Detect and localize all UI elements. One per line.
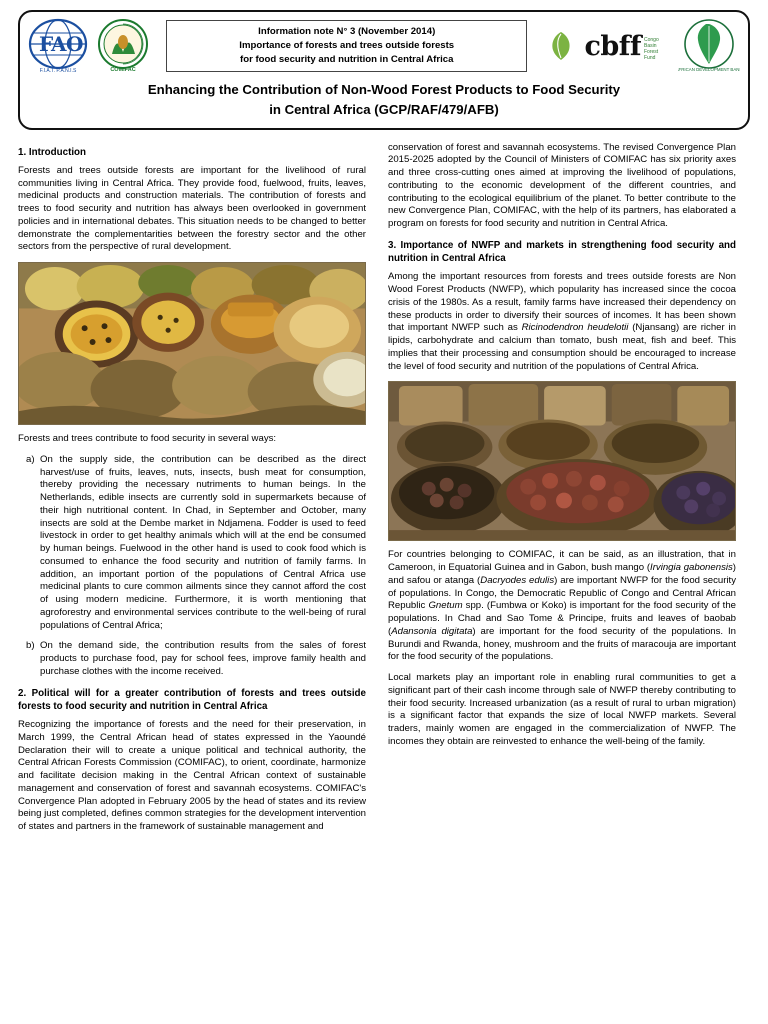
countries-text-5: ) are important for the food security of the populations. In Burundi and Rwanda, honey, mushroom and the fruits of maracouja are important for the food security of the populations. <box>388 625 736 663</box>
left-column <box>18 142 366 842</box>
species-name-ricinodendron: Ricinodendron heudelotii <box>521 322 629 334</box>
svg-text:Basin: Basin <box>644 43 657 49</box>
comifac-logo <box>94 18 152 74</box>
title-line-2: in Central Africa (GCP/RAF/479/AFB) <box>269 101 499 117</box>
convergence-plan-paragraph: conservation of forest and savannah ecosystems. The revised Convergence Plan 2015-2025 adopted by the Council of Ministers of COMIFAC has six priority axes and three cross-cutting ones aimed at improving the livelihood of populations, contributing to the economic development of the different countries, and contributing to the ecological equilibrium of the planet. To better contribute to the new Convergence Plan, COMIFAC, with the help of its partners, has elaborated a program on forests for food security and nutrition in Central Africa. <box>388 141 736 230</box>
countries-text-1: For countries belonging to COMIFAC, it can be said, as an illustration, that in Cameroon, in Equatorial Guinea and in Gabon, bush mango ( <box>388 549 736 574</box>
cbff-logo <box>541 29 670 63</box>
fao-logo <box>28 18 88 74</box>
intro-paragraph: Forests and trees outside forests are important for the livelihood of rural communities living in Central Africa. They provide food, fuelwood, fruits, leaves, medicinal products and construction materials. The contribution of forests and trees to food security and nutrition has always been overlooked in government policies and in international debates. This situation needs to be changed to better demonstrate the complementarities between the forestry sector and the other sectors from the perspective of rural development. <box>18 164 366 253</box>
local-markets-paragraph: Local markets play an important role in enabling rural communities to get a significant part of their cash income through sale of NWFP thereby contributing to their food security. Increased urbanization (as a result of rural to urban migration) is a significant factor that expands the size of local NWFP markets. Several traders, mainly women are engaged in the commercialization of NWFP. The incomes they obtain are reinvested to enhance the well-being of the family. <box>388 672 736 747</box>
section-heading-introduction: 1. Introduction <box>18 146 87 158</box>
nwfp-text-1: Among the important resources from forests and trees outside forests are Non Wood Forest Products (NWFP), which popularity has increased since the cocoa crisis of the 1980s. As a result, family farms have increased their dependency on these products in order to diversify their sources of incomes. It has been shown that important NWFP such as <box>388 271 736 334</box>
species-name-gnetum: Gnetum <box>428 600 463 612</box>
nwfp-paragraph <box>388 271 736 373</box>
photo-nwfp-market-baskets <box>388 381 736 541</box>
political-will-paragraph: Recognizing the importance of forests and the need for their preservation, in March 1999, the Central African head of states expressed in the Yaoundé Declaration their will to create a unique political and technical authority, the Central African Forests Commission (COMIFAC), to orient, coordinate, harmonize and facilitate decision making in the Central African context of sustainable management and conservation of forest and savannah ecosystems. COMIFAC's Convergence Plan adopted in February 2005 by the head of states and its review being just completed, defines common strategies for the development intervention of states and partners in the framework of sustainable management and <box>18 719 366 832</box>
info-note-line-1: Information note N° 3 (November 2014) <box>258 26 436 38</box>
african-development-bank-logo <box>678 18 740 74</box>
svg-text:AFRICAN DEVELOPMENT BANK: AFRICAN DEVELOPMENT BANK <box>678 67 740 72</box>
svg-text:Forest: Forest <box>644 49 659 55</box>
countries-text-2: ) and safou or atanga ( <box>388 562 736 586</box>
species-name-dacryodes: Dacryodes edulis <box>480 574 555 586</box>
contribution-list <box>18 454 366 679</box>
species-name-adansonia: Adansonia digitata <box>391 625 473 637</box>
photo-fruits-honey-tubers <box>18 262 366 425</box>
list-item-text: On the demand side, the contribution results from the sales of forest products to purchase food, pay for school fees, improve family health and purchase clothes with the income received. <box>40 640 366 677</box>
countries-text-3: ) are important NWFP for the food security of populations. In Congo, the Democratic Republic of Congo and Central African Republic <box>388 574 736 612</box>
cbff-wordmark: cbff <box>584 30 641 62</box>
countries-text-4: spp. (Fumbwa or Koko) is important for the food security of the populations. In Chad and Sao Tome & Principe, fruits and leaves of baobab ( <box>388 600 736 637</box>
header-top-row <box>28 18 740 74</box>
list-marker: a) <box>26 453 35 465</box>
nwfp-text-2: (Njansang) are richer in lipids, carbohydrate and calcium than tomato, bush meat, fish and beef. This implies that their processing and consumption should be encouraged to increase the level of food security and nutrition of the populations of Central Africa. <box>388 322 736 372</box>
section-heading-nwfp-importance: 3. Importance of NWFP and markets in strengthening food security and nutrition in Central Africa <box>388 239 736 265</box>
list-item <box>18 640 366 678</box>
svg-text:F.I.A.T. P.A.N.I.S: F.I.A.T. P.A.N.I.S <box>39 68 77 74</box>
list-item-text: On the supply side, the contribution can be described as the direct harvest/use of fruits, leaves, nuts, insects, bush meat for consumption, thereby providing the necessary nutriments to human beings. In the Netherlands, edible insects are currently sold in supermarkets because of their high nutritional content. In Chad, in September and October, many insects are sold at the Dembe market in Ndjamena. Fodder is used to feed livestock in order to get healthy animals which will at the end be consumed by human beings. Fuelwood in the other hand is used to cook food which is consumed to enhance the food security and nutrition of family farms. In addition, an important portion of the populations of Central Africa use medicinal plants to cure common ailments since they cannot afford the cost of using modern medicine. Furthermore, it is worth mentioning that agroforestry and environmental services contribute to the well-being of rural populations of Central Africa; <box>40 453 366 631</box>
list-item <box>18 454 366 633</box>
info-note-line-3: for food security and nutrition in Central Africa <box>240 53 454 65</box>
info-note-line-2: Importance of forests and trees outside forests <box>239 40 455 52</box>
svg-text:F: F <box>39 32 54 56</box>
svg-text:Congo: Congo <box>644 37 659 43</box>
svg-text:O: O <box>66 32 84 56</box>
congo-basin-forest-fund-badge-icon <box>541 29 581 63</box>
svg-text:Fund: Fund <box>644 55 656 61</box>
svg-text:A: A <box>51 32 67 56</box>
header-banner <box>18 10 750 130</box>
right-column <box>388 142 736 842</box>
left-logos <box>28 18 152 74</box>
comifac-countries-paragraph <box>388 549 736 664</box>
species-name-irvingia: Irvingia gabonensis <box>650 562 733 574</box>
right-logos <box>541 18 740 74</box>
section-heading-political-will: 2. Political will for a greater contribution of forests and trees outside forests to food security and nutrition in Central Africa <box>18 687 366 712</box>
document-title <box>28 80 740 120</box>
list-marker: b) <box>26 640 35 652</box>
contribution-intro: Forests and trees contribute to food security in several ways: <box>18 433 277 445</box>
svg-text:COMIFAC: COMIFAC <box>110 67 136 73</box>
body-columns <box>18 142 750 842</box>
info-note-box <box>166 20 527 72</box>
cbff-tagline-icon <box>644 31 670 61</box>
title-line-1: Enhancing the Contribution of Non-Wood Forest Products to Food Security <box>147 82 621 97</box>
